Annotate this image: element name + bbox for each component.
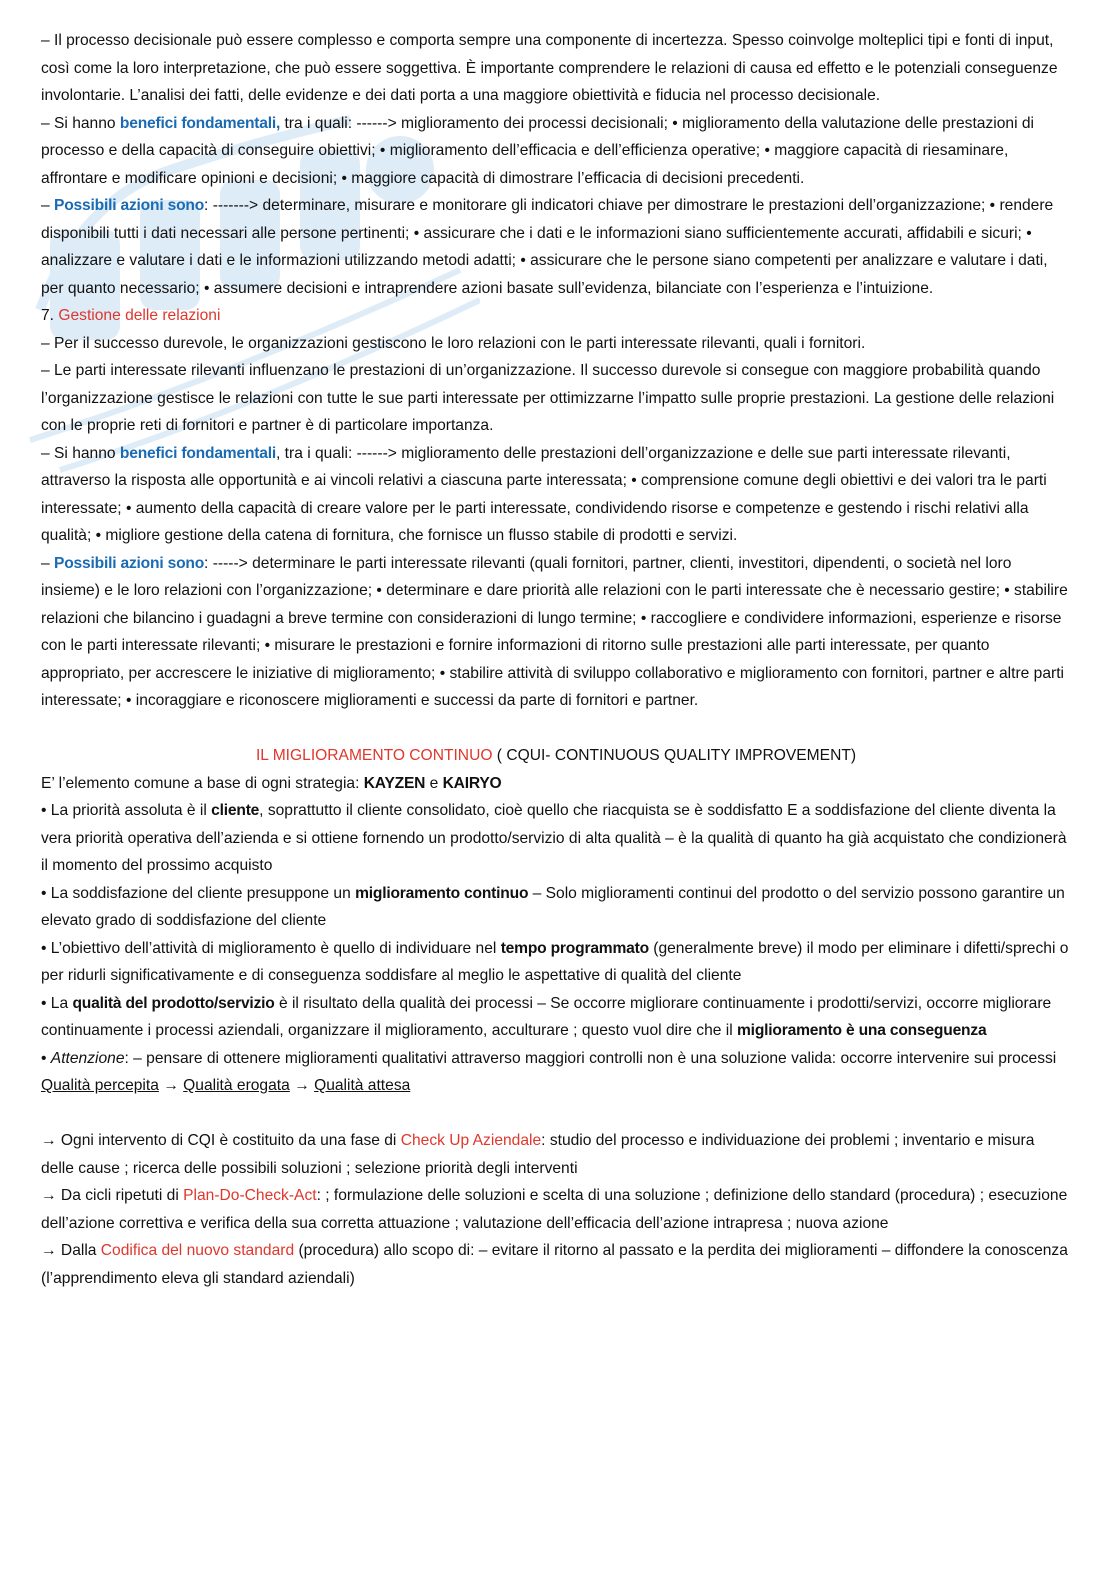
spacer [41, 1100, 1071, 1128]
cqi-bullet-attention: • Attenzione: – pensare di ottenere miglioramenti qualitativi attraverso maggiori controlli non è una soluzione valida: occorre intervenire sui processi [41, 1049, 1057, 1067]
actions-label: Possibili azioni sono [54, 197, 205, 214]
step-check-up: → Ogni intervento di CQI è costituito da una fase di Check Up Aziendale: studio del processo e individuazione dei problemi ; inventario e misura delle cause ; ricerca delle possibili soluzioni ; selezione priorità degli interventi [41, 1132, 1035, 1177]
document-body [41, 27, 1071, 1292]
step-pdca: → Da cicli ripetuti di Plan-Do-Check-Act: ; formulazione delle soluzioni e scelta di una soluzione ; definizione dello standard (procedura) ; esecuzione dell’azione correttiva e verifica della sua corretta attuazione ; valutazione dell’efficacia dell’azione intrapresa ; nuova azione [41, 1187, 1068, 1232]
section-heading-relations: 7. Gestione delle relazioni [41, 307, 221, 324]
benefits-label: benefici fondamentali [119, 444, 276, 462]
paragraph-actions-6: – Possibili azioni sono: -------> determinare, misurare e monitorare gli indicatori chiave per dimostrare le prestazioni dell’organizzazione; • rendere disponibili tutti i dati necessari alle persone pertinenti; • assicurare che i dati e le informazioni siano sufficientemente accurati, affidabili e sicuri; • analizzare e valutare i dati e le informazioni utilizzando metodi adatti; • assicurare che le persone siano competenti per analizzare e valutare i dati, per quanto necessario; • assumere decisioni e intraprendere azioni basate sull’evidenza, bilanciate con l’esperienza e l’intuizione. [41, 197, 1054, 297]
paragraph-benefits-6: – Si hanno benefici fondamentali, tra i quali: ------> miglioramento dei processi decisionali; • miglioramento della valutazione delle prestazioni di processo e della capacità di conseguire obiettivi; • miglioramento dell’efficacia e dell’efficienza operative; • maggiore capacità di riesaminare, affrontare e modificare opinioni e decisioni; • maggiore capacità di dimostrare l’efficacia di decisioni precedenti. [41, 114, 1035, 187]
cqi-bullet-objective: • L’obiettivo dell’attività di miglioramento è quello di individuare nel tempo programmato (generalmente breve) il modo per eliminare i difetti/sprechi o per ridurli significativamente e di conseguenza soddisfare al meglio le aspettative di qualità del cliente [41, 939, 1069, 984]
paragraph-relations-1: – Per il successo durevole, le organizzazioni gestiscono le loro relazioni con le parti interessate rilevanti, quali i fornitori. [41, 334, 866, 352]
step-new-standard: → Dalla Codifica del nuovo standard (procedura) allo scopo di: – evitare il ritorno al passato e la perdita dei miglioramenti – diffondere la conoscenza (l’apprendimento eleva gli standard aziendali) [41, 1242, 1068, 1287]
paragraph-decision-process: – Il processo decisionale può essere complesso e comporta sempre una componente di incertezza. Spesso coinvolge molteplici tipi e fonti di input, così come la loro interpretazione, che può essere soggettiva. È importante comprendere le relazioni di causa ed effetto e le potenziali conseguenze involontarie. L’analisi dei fatti, delle evidenze e dei dati porta a una maggiore obiettività e fiducia nel processo decisionale. [41, 32, 1058, 104]
cqi-bullet-customer: • La priorità assoluta è il cliente, soprattutto il cliente consolidato, cioè quello che riacquista se è soddisfatto E a soddisfazione del cliente diventa la vera priorità operativa dell’azienda e si ottiene fornendo un prodotto/servizio di alta qualità – è la qualità di quanto ha già acquistato che condizionerà il momento del prossimo acquisto [41, 802, 1067, 874]
cqi-intro: E’ l’elemento comune a base di ogni strategia: KAYZEN e KAIRYO [41, 774, 502, 792]
benefits-label: benefici fondamentali, [119, 114, 281, 132]
cqi-bullet-continuous: • La soddisfazione del cliente presuppone un miglioramento continuo – Solo miglioramenti continui del prodotto o del servizio possono garantire un elevato grado di soddisfazione del cliente [41, 884, 1065, 929]
paragraph-relations-2: – Le parti interessate rilevanti influenzano le prestazioni di un’organizzazione. Il successo durevole si consegue con maggiore probabilità quando l’organizzazione gestisce le relazioni con tutte le sue parti interessate per ottimizzarne l’impatto sulle proprie prestazioni. La gestione delle relazioni con le proprie reti di fornitori e partner è di particolare importanza. [41, 362, 1055, 434]
cqi-bullet-quality: • La qualità del prodotto/servizio è il risultato della qualità dei processi – Se occorre migliorare continuamente i prodotti/servizi, occorre migliorare continuamente i processi aziendali, organizzare il miglioramento, acculturare ; questo vuol dire che il miglioramento è una conseguenza [41, 994, 1052, 1039]
cqi-title: IL MIGLIORAMENTO CONTINUO ( CQUI- CONTINUOUS QUALITY IMPROVEMENT) [255, 747, 857, 764]
paragraph-actions-7: – Possibili azioni sono: -----> determinare le parti interessate rilevanti (quali fornitori, partner, clienti, investitori, dipendenti, o società nel loro insieme) e le loro relazioni con l’organizzazione; • determinare e dare priorità alle relazioni con le parti interessate che è necessario gestire; • stabilire relazioni che bilancino i guadagni a breve termine con considerazioni di lungo termine; • raccogliere e condividere informazioni, esperienze e risorse con le parti interessate rilevanti; • misurare le prestazioni e fornire informazioni di ritorno sulle prestazioni alle parti interessate, per quanto appropriato, per accrescere le iniziative di miglioramento; • stabilire attività di sviluppo collaborativo e miglioramento con fornitori, partner e altre parti interessate; • incoraggiare e riconoscere miglioramenti e successi da parte di fornitori e partner. [41, 554, 1068, 709]
paragraph-benefits-7: – Si hanno benefici fondamentali, tra i quali: ------> miglioramento delle prestazioni dell’organizzazione e delle sue parti interessate rilevanti, attraverso la risposta alle opportunità e ai vincoli relativi a ciascuna parte interessata; • comprensione comune degli obiettivi e dei valori tra le parti interessate; • aumento della capacità di creare valore per le parti interessate, condividendo risorse e competenze e gestendo i rischi relativi alla qualità; • migliore gestione della catena di fornitura, che fornisce un flusso stabile di prodotti e servizi. [41, 444, 1047, 544]
quality-chain: Qualità percepita → Qualità erogata → Qualità attesa [41, 1077, 411, 1094]
actions-label: Possibili azioni sono [54, 554, 205, 572]
